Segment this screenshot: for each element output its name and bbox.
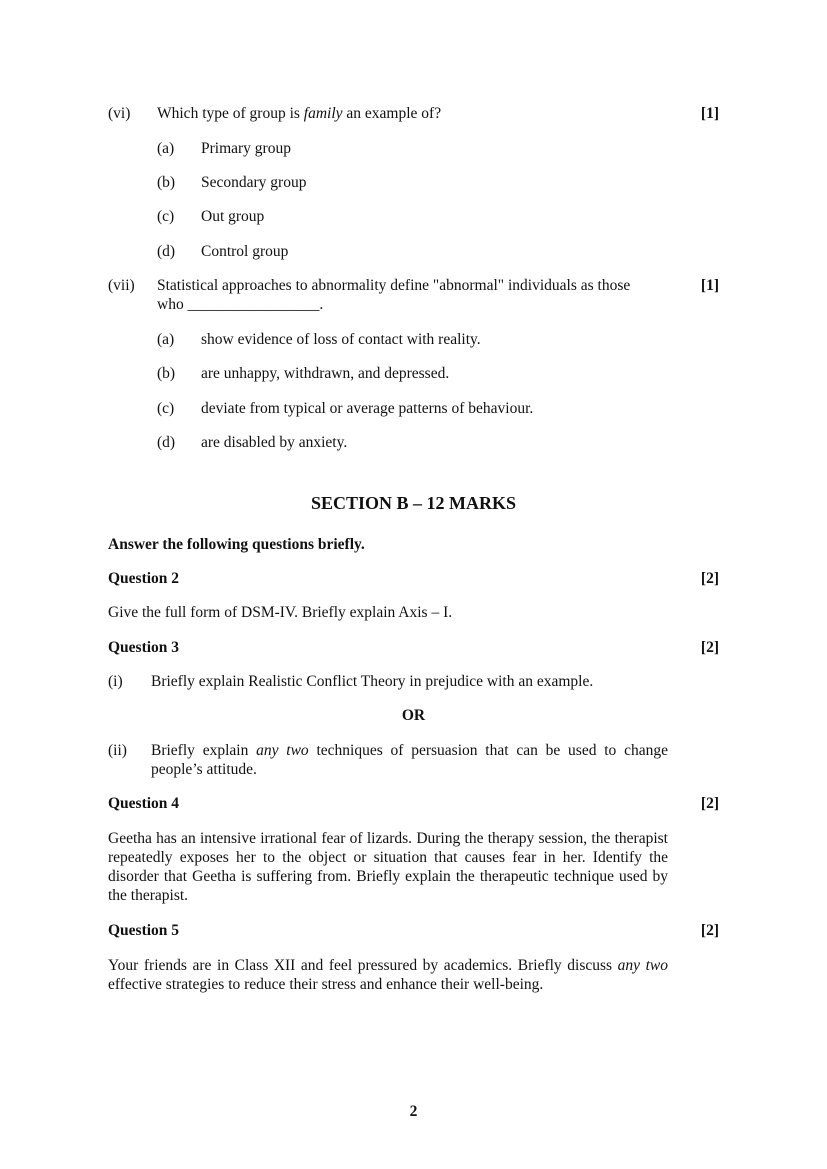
part-label: (ii) <box>108 742 127 759</box>
question-title: Question 2 <box>108 570 180 587</box>
option-text: Out group <box>201 208 265 225</box>
option-label: (b) <box>157 365 176 382</box>
part-label: (i) <box>108 673 123 690</box>
option-label: (a) <box>157 140 175 157</box>
marks-badge: [2] <box>700 922 719 939</box>
marks-badge: [2] <box>700 795 719 812</box>
question-text: Geetha has an intensive irrational fear of lizards. During the therapy session, the therapist repeatedly exposes her to the object or situation that causes fear in her. Identify the disorder that Geetha is suffering from. Briefly explain the therapeutic technique used by the therapist. <box>108 830 668 904</box>
option-text: Primary group <box>201 140 291 157</box>
question-title: Question 4 <box>108 795 180 812</box>
section-title: SECTION B – 12 MARKS <box>310 493 517 513</box>
option-label: (d) <box>157 243 176 260</box>
option-text: deviate from typical or average patterns of behaviour. <box>201 400 534 417</box>
part-text: Briefly explain Realistic Conflict Theory in prejudice with an example. <box>151 673 594 690</box>
question-text: Give the full form of DSM-IV. Briefly explain Axis – I. <box>108 604 453 621</box>
question-stem-line-2: who _________________. <box>157 296 324 313</box>
option-text: Control group <box>201 243 289 260</box>
marks-badge: [1] <box>700 277 719 294</box>
option-text: are unhappy, withdrawn, and depressed. <box>201 365 450 382</box>
option-text: show evidence of loss of contact with reality. <box>201 331 481 348</box>
question-text: Your friends are in Class XII and feel pressured by academics. Briefly discuss any two effective strategies to reduce their stress and enhance their well-being. <box>108 957 668 993</box>
or-separator: OR <box>401 707 426 724</box>
option-label: (c) <box>157 208 175 225</box>
page-number: 2 <box>409 1103 418 1120</box>
option-label: (d) <box>157 434 176 451</box>
section-instruction: Answer the following questions briefly. <box>108 536 365 553</box>
option-text: are disabled by anxiety. <box>201 434 348 451</box>
question-title: Question 5 <box>108 922 180 939</box>
option-label: (c) <box>157 400 175 417</box>
part-text: Briefly explain any two techniques of persuasion that can be used to change people’s attitude. <box>151 742 668 778</box>
question-number: (vi) <box>108 105 131 122</box>
question-number: (vii) <box>108 277 135 294</box>
question-title: Question 3 <box>108 639 180 656</box>
marks-badge: [2] <box>700 639 719 656</box>
marks-badge: [1] <box>700 105 719 122</box>
option-label: (b) <box>157 174 176 191</box>
question-stem: Which type of group is family an example of? <box>157 105 442 122</box>
marks-badge: [2] <box>700 570 719 587</box>
question-stem-line-1: Statistical approaches to abnormality define "abnormal" individuals as those <box>157 277 631 294</box>
option-text: Secondary group <box>201 174 307 191</box>
option-label: (a) <box>157 331 175 348</box>
